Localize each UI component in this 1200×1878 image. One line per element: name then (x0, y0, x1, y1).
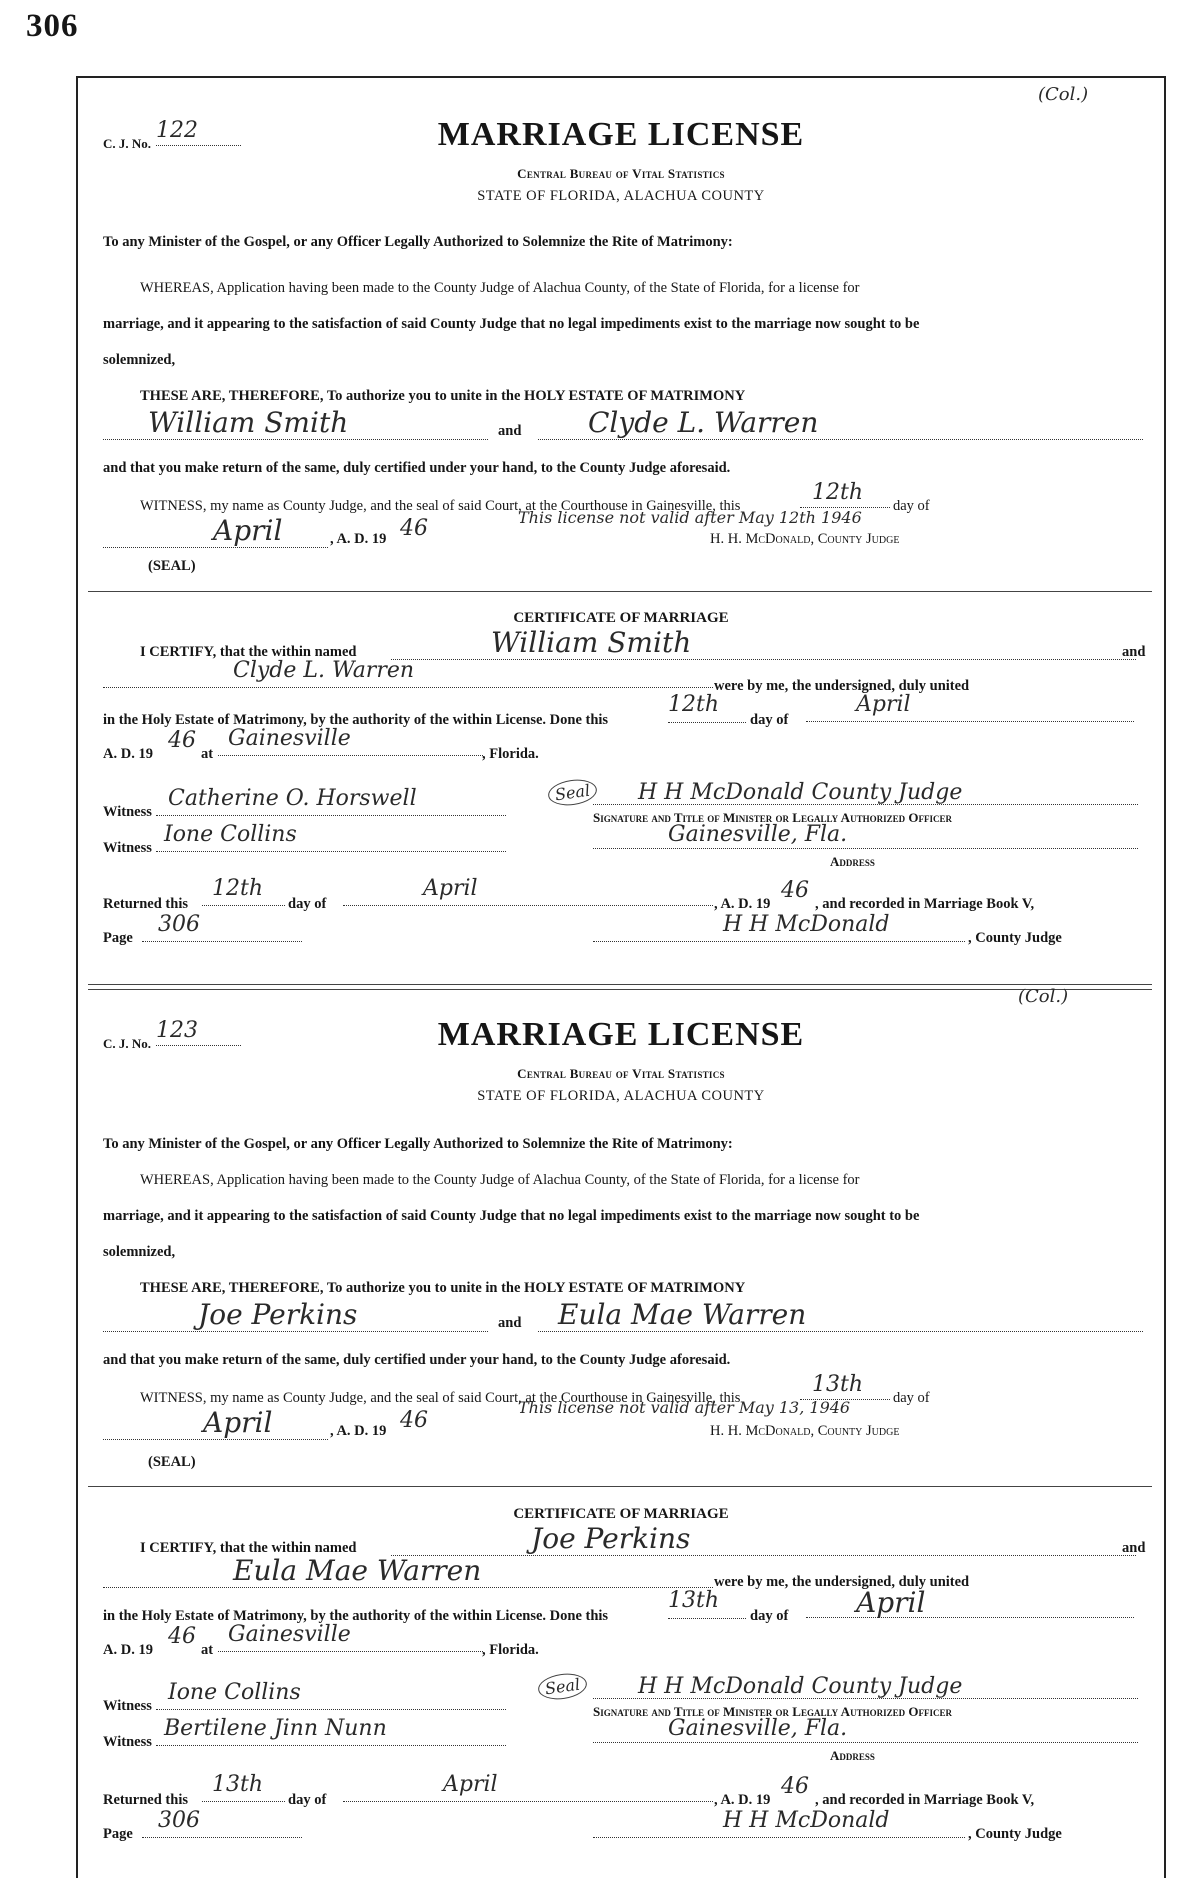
cj-number: 122 (156, 118, 241, 146)
issue-month: April (103, 514, 328, 548)
officer-address: Gainesville, Fla. (668, 1716, 848, 1741)
bride-name: Eula Mae Warren (538, 1298, 1143, 1332)
certify-label: I CERTIFY, that the within named (140, 1540, 357, 1556)
officer-signature: H H McDonald County Judge (638, 1674, 963, 1699)
done-year: 46 (168, 1624, 196, 1649)
ad-label: , A. D. 19 (330, 531, 387, 547)
returned-year: 46 (781, 1774, 809, 1799)
judge-signature: H H McDonald (593, 912, 965, 942)
record-page: 306 (142, 1808, 302, 1838)
authorize-line: THESE ARE, THEREFORE, To authorize you to unite in the HOLY ESTATE OF MATRIMONY (140, 388, 746, 404)
address-line: To any Minister of the Gospel, or any Officer Legally Authorized to Solemnize the Rite of Matrimony: (103, 1136, 733, 1152)
witness-2: Ione Collins (156, 822, 506, 852)
recorded-text: , and recorded in Marriage Book V, (815, 896, 1035, 912)
returned-month: April (343, 1772, 713, 1802)
recorded-ad-label: , A. D. 19 (714, 1792, 771, 1808)
day-of-label: day of (893, 1390, 930, 1406)
page-label: Page (103, 1826, 133, 1842)
officer-signature: H H McDonald County Judge (638, 780, 963, 805)
whereas-line-3: solemnized, (103, 352, 176, 368)
issue-year: 46 (400, 516, 428, 541)
certified-bride: Eula Mae Warren (103, 1554, 713, 1588)
florida-label: , Florida. (482, 746, 539, 762)
day-of-label-3: day of (288, 896, 327, 912)
witness-label-1: Witness (103, 1698, 152, 1714)
return-line: and that you make return of the same, duly certified under your hand, to the County Judge aforesaid. (103, 1352, 731, 1368)
bride-name: Clyde L. Warren (538, 406, 1143, 440)
witness-judge-line: WITNESS, my name as County Judge, and the seal of said Court, at the Courthouse in Gainesville, this (140, 1390, 741, 1406)
witness-1: Ione Collins (156, 1680, 506, 1710)
day-of-label-2: day of (750, 1608, 789, 1624)
officer-address: Gainesville, Fla. (668, 822, 848, 847)
cj-number-label: C. J. No. (103, 1036, 152, 1051)
certify-label: I CERTIFY, that the within named (140, 644, 357, 660)
holy-estate-line: in the Holy Estate of Matrimony, by the authority of the within License. Done this (103, 1608, 609, 1624)
done-day: 12th (668, 692, 746, 723)
groom-name: Joe Perkins (103, 1298, 488, 1332)
groom-name: William Smith (103, 406, 488, 440)
seal-label: (SEAL) (148, 558, 196, 574)
place: Gainesville (218, 726, 483, 756)
validity-note: This license not valid after May 12th 1946 (518, 508, 862, 527)
address-caption: Address (830, 1748, 875, 1763)
united-label: were by me, the undersigned, duly united (714, 1574, 970, 1590)
and-label-2: and (1122, 644, 1146, 660)
officer-signature-line (593, 804, 1138, 805)
state-county: STATE OF FLORIDA, ALACHUA COUNTY (477, 188, 765, 204)
recorded-text: , and recorded in Marriage Book V, (815, 1792, 1035, 1808)
day-of-label: day of (893, 498, 930, 514)
judge-title: H. H. McDonald, County Judge (710, 1423, 900, 1439)
judge-signature: H H McDonald (593, 1808, 965, 1838)
day-of-label-3: day of (288, 1792, 327, 1808)
returned-label: Returned this (103, 896, 188, 912)
address-caption: Address (830, 854, 875, 869)
license-title: MARRIAGE LICENSE (437, 1016, 805, 1053)
record-page: 306 (142, 912, 302, 942)
officer-signature-line (593, 1698, 1138, 1699)
done-month: April (806, 692, 1134, 722)
validity-note: This license not valid after May 13, 1946 (518, 1398, 851, 1417)
florida-label: , Florida. (482, 1642, 539, 1658)
seal-label: (SEAL) (148, 1454, 196, 1470)
issue-month: April (103, 1406, 328, 1440)
col-note: (Col.) (1038, 84, 1089, 105)
ad-label: , A. D. 19 (330, 1423, 387, 1439)
returned-day: 13th (202, 1772, 285, 1802)
done-month: April (806, 1586, 1134, 1618)
document-frame (76, 76, 1166, 1878)
place: Gainesville (218, 1622, 483, 1652)
license-title: MARRIAGE LICENSE (437, 116, 805, 153)
address-line: To any Minister of the Gospel, or any Officer Legally Authorized to Solemnize the Rite of Matrimony: (103, 234, 733, 250)
seal-mark: Seal (546, 777, 598, 809)
certificate-title: CERTIFICATE OF MARRIAGE (513, 610, 729, 626)
returned-month: April (343, 876, 713, 906)
ad-at-label: A. D. 19 (103, 746, 153, 762)
certificate-title: CERTIFICATE OF MARRIAGE (513, 1506, 729, 1522)
officer-address-line (593, 1742, 1138, 1743)
done-year: 46 (168, 728, 196, 753)
at-label: at (201, 1642, 214, 1658)
whereas-line-2: marriage, and it appearing to the satisfaction of said County Judge that no legal impediments exist to the marriage now sought to be (103, 316, 920, 332)
signature-caption: Signature and Title of Minister or Legally Authorized Officer (593, 810, 952, 825)
license-separator (88, 984, 1152, 990)
and-label: and (498, 1315, 522, 1331)
certified-groom: William Smith (391, 626, 1136, 660)
recorded-ad-label: , A. D. 19 (714, 896, 771, 912)
witness-label-1: Witness (103, 804, 152, 820)
col-note: (Col.) (1018, 986, 1069, 1007)
whereas-line-2: marriage, and it appearing to the satisfaction of said County Judge that no legal impediments exist to the marriage now sought to be (103, 1208, 920, 1224)
witness-label-2: Witness (103, 840, 152, 856)
bureau-name: Central Bureau of Vital Statistics (517, 166, 725, 181)
day-of-label-2: day of (750, 712, 789, 728)
county-judge-label: , County Judge (968, 930, 1062, 946)
whereas-line-3: solemnized, (103, 1244, 176, 1260)
state-county: STATE OF FLORIDA, ALACHUA COUNTY (477, 1088, 765, 1104)
ad-at-label: A. D. 19 (103, 1642, 153, 1658)
county-judge-label: , County Judge (968, 1826, 1062, 1842)
whereas-line-1: WHEREAS, Application having been made to the County Judge of Alachua County, of the State of Florida, for a license for (140, 1172, 860, 1188)
done-day: 13th (668, 1588, 746, 1619)
seal-mark: Seal (536, 1671, 588, 1703)
holy-estate-line: in the Holy Estate of Matrimony, by the authority of the within License. Done this (103, 712, 609, 728)
witness-label-2: Witness (103, 1734, 152, 1750)
judge-title: H. H. McDonald, County Judge (710, 531, 900, 547)
certified-groom: Joe Perkins (391, 1522, 1136, 1556)
return-line: and that you make return of the same, duly certified under your hand, to the County Judge aforesaid. (103, 460, 731, 476)
cj-number: 123 (156, 1018, 241, 1046)
whereas-line-1: WHEREAS, Application having been made to the County Judge of Alachua County, of the State of Florida, for a license for (140, 280, 860, 296)
returned-day: 12th (202, 876, 285, 906)
authorize-line: THESE ARE, THEREFORE, To authorize you to unite in the HOLY ESTATE OF MATRIMONY (140, 1280, 746, 1296)
witness-2: Bertilene Jinn Nunn (156, 1716, 506, 1746)
officer-address-line (593, 848, 1138, 849)
at-label: at (201, 746, 214, 762)
signature-caption: Signature and Title of Minister or Legally Authorized Officer (593, 1704, 952, 1719)
section-divider (88, 591, 1152, 592)
issue-year: 46 (400, 1408, 428, 1433)
page-label: Page (103, 930, 133, 946)
returned-year: 46 (781, 878, 809, 903)
cj-number-label: C. J. No. (103, 136, 152, 151)
bureau-name: Central Bureau of Vital Statistics (517, 1066, 725, 1081)
and-label: and (498, 423, 522, 439)
page-number: 306 (26, 8, 79, 44)
witness-judge-line: WITNESS, my name as County Judge, and the seal of said Court, at the Courthouse in Gainesville, this (140, 498, 741, 514)
united-label: were by me, the undersigned, duly united (714, 678, 970, 694)
returned-label: Returned this (103, 1792, 188, 1808)
issue-day: 13th (800, 1372, 890, 1400)
section-divider (88, 1486, 1152, 1487)
certified-bride: Clyde L. Warren (103, 658, 713, 688)
and-label-2: and (1122, 1540, 1146, 1556)
witness-1: Catherine O. Horswell (156, 786, 506, 816)
issue-day: 12th (800, 480, 890, 508)
